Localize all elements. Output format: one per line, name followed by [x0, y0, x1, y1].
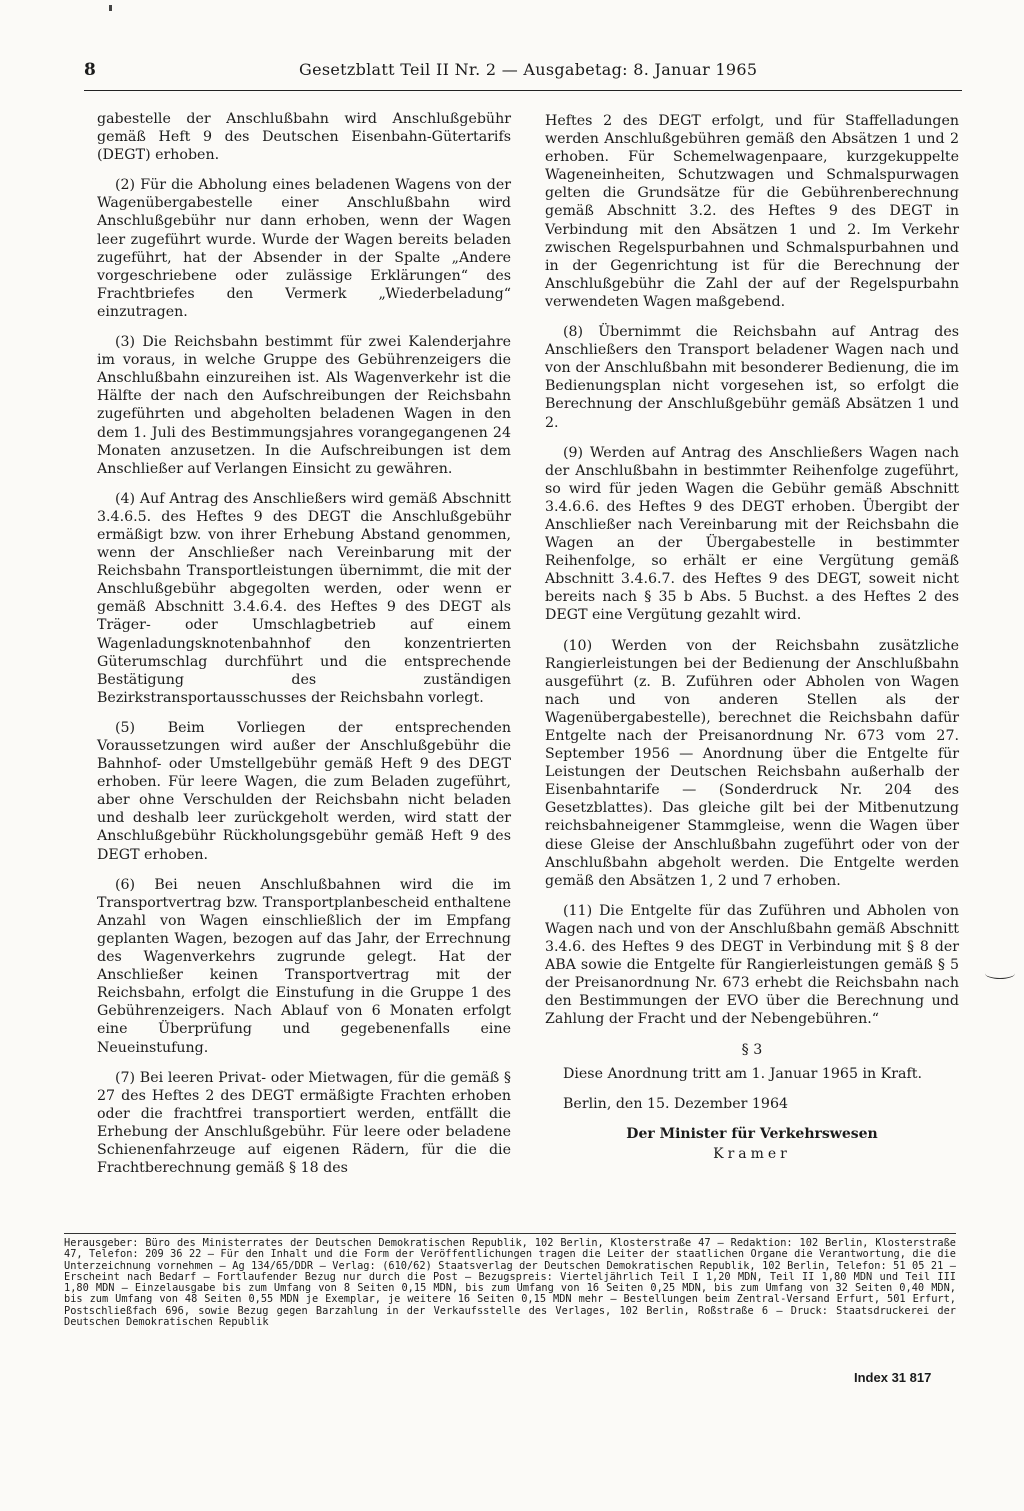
header-title: Gesetzblatt Teil II Nr. 2 — Ausgabetag: 8. Januar 1965 [299, 60, 758, 79]
paragraph-9: (9) Werden auf Antrag des Anschließers Wagen nach der Anschlußbahn in bestimmter Reihenfolge zugeführt, so wird für jeden Wagen die Gebühr gemäß Abschnitt 3.4.6.6. des Heftes 9 des DEGT erhoben. Übergibt der Anschließer nach Vereinbarung mit der Reichsbahn die Wagen an der Übergabestelle in bestimmter Reihenfolge, so erhält er eine Vergütung gemäß Abschnitt 3.4.6.7. des Heftes 9 des DEGT, soweit nicht bereits nach § 35 b Abs. 5 Buchst. a des Heftes 2 des DEGT eine Vergütung gezahlt wird. [545, 444, 959, 624]
paragraph-7: (7) Bei leeren Privat- oder Mietwagen, für die gemäß § 27 des Heftes 2 des DEGT ermäßigte Frachten erhoben oder die frachtfrei transportiert werden, entfällt die Erhebung der Anschlußgebühr. Für leere oder beladene Schienenfahrzeuge auf eigenen Rädern, für die die Frachtberechnung gemäß § 18 des [97, 1069, 511, 1177]
paragraph-8: (8) Übernimmt die Reichsbahn auf Antrag des Anschließers den Transport beladener Wagen nach und von der Anschlußbahn mit besonderer Bedienung, die im Bedienungsplan nicht vorgesehen ist, so erfolgt die Berechnung der Anschlußgebühr gemäß Absätzen 1 und 2. [545, 324, 959, 431]
page-header [84, 60, 962, 91]
footer-divider [64, 1233, 956, 1234]
paragraph-4: (4) Auf Antrag des Anschließers wird gemäß Abschnitt 3.4.6.5. des Heftes 9 des DEGT die Anschlußgebühr ermäßigt bzw. von ihrer Erhebung Abstand genommen, wenn der Anschließer nach Vereinbarung mit der Reichsbahn Transportleistungen übernimmt, die mit der Anschlußgebühr abgegolten werden, oder wenn er gemäß Abschnitt 3.4.6.4. des Heftes 9 des DEGT als Träger- oder Umschlagbetrieb auf einem Wagenladungsknotenbahnhof den konzentrierten Güterumschlag durchführt und die entsprechende Bestätigung des zuständigen Bezirkstransportausschusses der Reichsbahn vorlegt. [97, 490, 511, 706]
place-date: Berlin, den 15. Dezember 1964 [563, 1095, 789, 1112]
signatory-name: Kramer [713, 1145, 791, 1162]
paragraph-7-continuation: Heftes 2 des DEGT erfolgt, und für Staffelladungen werden Anschlußgebühren gemäß den Absätzen 1 und 2 erhoben. Für Schemelwagenpaare, kurzgekuppelte Wageneinheiten, Schutzwagen und Schmalspurwagen gelten die Grundsätze für die Gebührenberechnung gemäß Abschnitt 3.2. des Heftes 9 des DEGT in Verbindung mit den Absätzen 1 und 2. Im Verkehr zwischen Regelspurbahnen und Schmalspurbahnen und in der Gegenrichtung ist für die Berechnung der Anschlußgebühr die Zahl der auf der Regelspurbahn verwendeten Wagen maßgebend. [545, 113, 959, 310]
paragraph-10: (10) Werden von der Reichsbahn zusätzliche Rangierleistungen bei der Bedienung der Anschlußbahn ausgeführt (z. B. Zuführen oder Abholen von Wagen nach und von anderen Stellen als der Wagenübergabestelle), berechnet die Reichsbahn dafür Entgelte nach der Preisanordnung Nr. 673 vom 27. September 1956 — Anordnung über die Entgelte für Leistungen der Deutschen Reichsbahn außerhalb der Eisenbahntarife — (Sonderdruck Nr. 204 des Gesetzblattes). Das gleiche gilt bei der Mitbenutzung reichsbahneigener Stammgleise, wenn die Wagen über diese Gleise der Anschlußbahn zugeführt oder von der Anschlußbahn abgeholt werden. Die Entgelte werden gemäß den Absätzen 1, 2 und 7 erhoben. [545, 637, 959, 889]
margin-pencil-mark [985, 968, 1015, 979]
signature-block [545, 1125, 959, 1163]
right-column [545, 112, 959, 1163]
index-number: Index 31 817 [854, 1370, 932, 1385]
left-column [97, 110, 511, 1189]
paragraph-11: (11) Die Entgelte für das Zuführen und Abholen von Wagen nach und von der Anschlußbahn gemäß Abschnitt 3.4.6. des Heftes 9 des DEGT in Verbindung mit § 8 der ABA sowie die Entgelte für Rangierleistungen gemäß § 5 der Preisanordnung Nr. 673 erhebt die Reichsbahn nach den Bestimmungen der EVO über die Berechnung und Zahlung der Fracht und der Nebengebühren.“ [545, 902, 959, 1028]
effective-clause: Diese Anordnung tritt am 1. Januar 1965 in Kraft. [563, 1065, 922, 1082]
print-speck [109, 5, 112, 11]
imprint-footer: Herausgeber: Büro des Ministerrates der Deutschen Demokratischen Republik, 102 Berlin, Klosterstraße 47 – Redaktion: 102 Berlin, Klosterstraße 47, Telefon: 209 36 22 – Für den Inhalt und die Form der Veröffentlichungen tragen die Leiter der staatlichen Organe die Verantwortung, die die Unterzeichnung vornehmen – Ag 134/65/DDR – Verlag: (610/62) Staatsverlag der Deutschen Demokratischen Republik, 102 Berlin, Telefon: 51 05 21 – Erscheint nach Bedarf – Fortlaufender Bezug nur durch die Post – Bezugspreis: Vierteljährlich Teil I 1,20 MDN, Teil II 1,80 MDN und Teil III 1,80 MDN – Einzelausgabe bis zum Umfang von 8 Seiten 0,15 MDN, bis zum Umfang von 16 Seiten 0,25 MDN, bis zum Umfang von 32 Seiten 0,40 MDN, bis zum Umfang von 48 Seiten 0,55 MDN je Exemplar, je weitere 16 Seiten 0,15 MDN mehr – Bestellungen beim Zentral-Versand Erfurt, 501 Erfurt, Postschließfach 696, sowie Bezug gegen Barzahlung in der Verkaufsstelle des Verlages, 102 Berlin, Roßstraße 6 – Druck: Staatsdruckerei der Deutschen Demokratischen Republik [64, 1237, 956, 1329]
section-mark: § 3 [741, 1041, 763, 1058]
paragraph-3: (3) Die Reichsbahn bestimmt für zwei Kalenderjahre im voraus, in welche Gruppe des Gebührenzeigers die Anschlußbahn einzureihen ist. Als Wagenverkehr ist die Hälfte der nach den Aufschreibungen der Reichsbahn zugeführten und abgeholten beladenen Wagen in den dem 1. Juli des Bestimmungsjahres vorangegangenen 24 Monaten anzusetzen. In die Aufschreibungen ist dem Anschließer auf Verlangen Einsicht zu gewähren. [97, 334, 511, 477]
paragraph-2: (2) Für die Abholung eines beladenen Wagens von der Wagenübergabestelle einer Anschlußbahn wird Anschlußgebühr nur dann erhoben, wenn der Wagen leer zugeführt wurde. Wurde der Wagen bereits beladen zugeführt, hat der Absender in der Spalte „Andere vorgeschriebene oder zulässige Erklärungen“ des Frachtbriefes den Vermerk „Wiederbeladung“ einzutragen. [97, 177, 511, 320]
paragraph-1-continuation: gabestelle der Anschlußbahn wird Anschlußgebühr gemäß Heft 9 des Deutschen Eisenbahn-Gütertarifs (DEGT) erhoben. [97, 111, 511, 164]
page-number: 8 [84, 60, 96, 80]
paragraph-5: (5) Beim Vorliegen der entsprechenden Voraussetzungen wird außer der Anschlußgebühr die Bahnhof- oder Umstellgebühr gemäß Heft 9 des DEGT erhoben. Für leere Wagen, die zum Beladen zugeführt, aber ohne Verschulden der Reichsbahn nicht beladen und deshalb leer zurückgeholt werden, wird statt der Anschlußgebühr Rückholungsgebühr gemäß Heft 9 des DEGT erhoben. [97, 719, 511, 863]
signatory-title: Der Minister für Verkehrswesen [626, 1125, 878, 1142]
paragraph-6: (6) Bei neuen Anschlußbahnen wird die im Transportvertrag bzw. Transportplanbescheid enthaltene Anzahl von Wagen einschließlich der im Empfang geplanten Wagen, bezogen auf das Jahr, der Errechnung des Wagenverkehrs zugrunde gelegt. Hat der Anschließer keinen Transportvertrag mit der Reichsbahn, erfolgt die Einstufung in die Gruppe 1 des Gebührenzeigers. Nach Ablauf von 6 Monaten erfolgt eine Überprüfung und gegebenenfalls eine Neueinstufung. [97, 876, 511, 1056]
